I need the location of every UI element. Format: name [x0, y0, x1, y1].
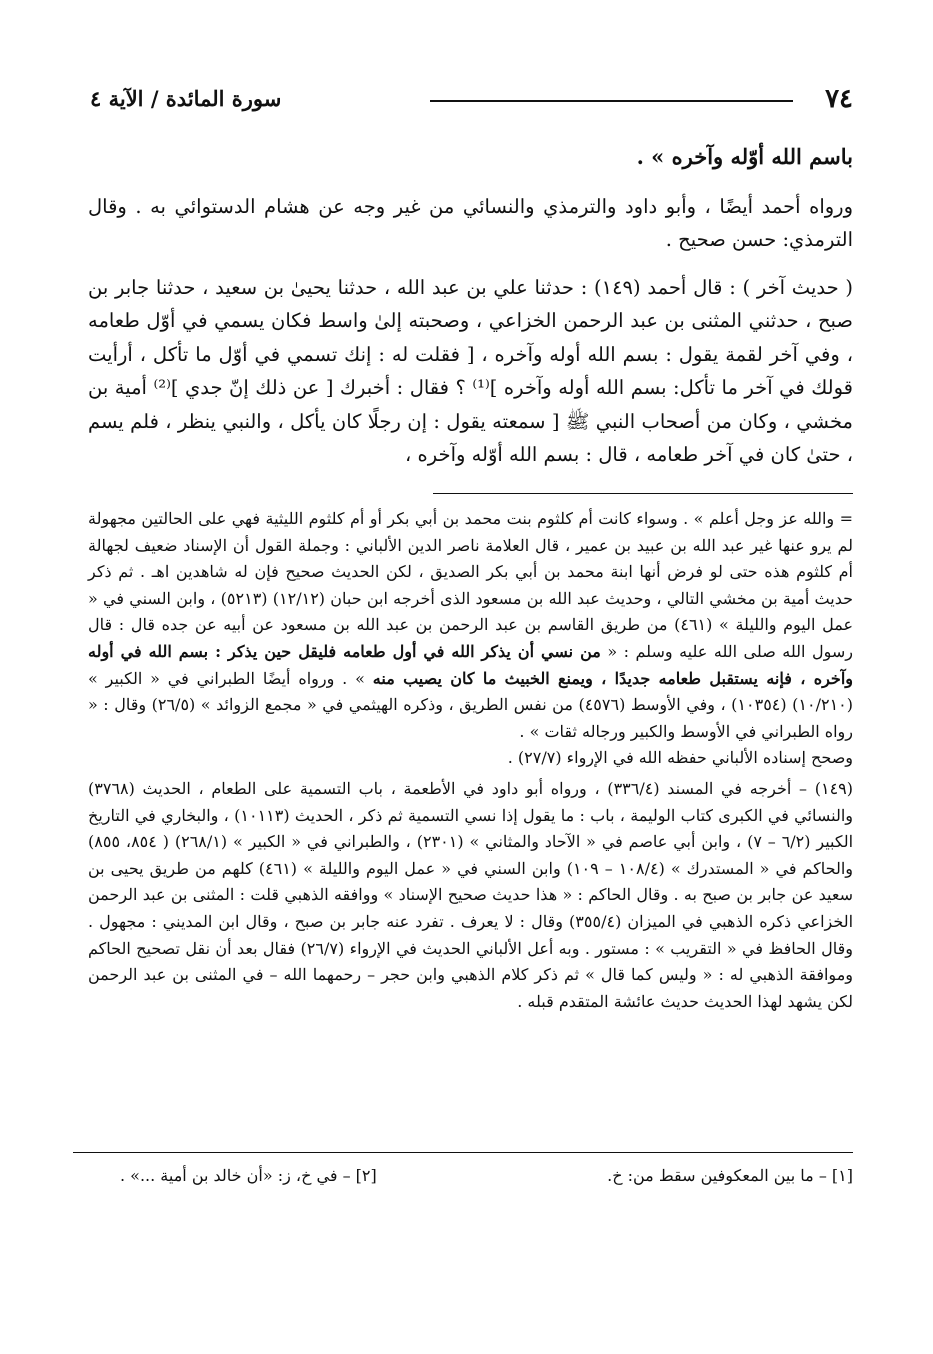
footnote-text: » . ورواه أيضًا الطبراني في « الكبير » (١٠/٢١٠) (١٠٣٥٤) ، وفي الأوسط (٤٥٧٦) من نفس الطريق ، وذكره الهيثمي في « مجمع الزوائد » (٢٦/٥) وقال : « رواه الطبراني في الأوسط والكبير ورجاله ثقات » .: [88, 668, 853, 741]
footnote-continuation: [88, 506, 853, 745]
variant-note-1: [١] – ما بين المعكوفين سقط من: خ.: [607, 1166, 853, 1185]
narration-paragraph: ورواه أحمد أيضًا ، وأبو داود والترمذي والنسائي من غير وجه عن هشام الدستوائي به . وقال الترمذي: حسن صحيح .: [88, 194, 853, 251]
quoted-hadith: من نسي أن يذكر الله في أول طعامه فليقل حين يذكر : بسم الله في أوله وآخره ، فإنه يستقبل طعامه جديدًا ، ويمنع الخبيث ما كان يصيب منه: [88, 641, 853, 688]
page-header: [90, 84, 853, 120]
manuscript-variants: [120, 1166, 853, 1194]
variant-note-2: [٢] – في خ، ز: «أن خالد بن أمية ...» .: [120, 1166, 377, 1185]
running-title: سورة المائدة / الآية ٤: [90, 86, 282, 111]
main-text: [88, 140, 853, 472]
variants-separator: [73, 1152, 853, 1153]
footnote-text: = والله عز وجل أعلم » . وسواء كانت أم كلثوم بنت محمد بن أبي بكر أو أم كلثوم الليثية فهي على الحالتين مجهولة لم يرو عنها غير عبد الله بن عبيد بن عمير ، قال العلامة ناصر الدين الألباني : وجملة القول أن الإسناد ضعيف لجهالة أم كلثوم هذه حتى لو فرض أنها ابنة محمد بن أبي بكر الصديق ، لكن الحديث صحيح فإن له شاهدين اهـ . ثم ذكر حديث أمية بن مخشي التالي ، وحديث عبد الله بن مسعود الذى أخرجه ابن حبان (١٢/١٢) (٥٢١٣) ، وابن السني في « عمل اليوم والليلة » (٤٦١) من طريق القاسم بن عبد الرحمن بن عبد الله بن مسعود عن أبيه عن جده قال : قال رسول الله صلى الله عليه وسلم : «: [88, 509, 854, 661]
header-rule: [430, 100, 793, 102]
footnote-149: (١٤٩) – أخرجه في المسند (٣٣٦/٤) ، ورواه أبو داود في الأطعمة ، باب التسمية على الطعام ، الحديث (٣٧٦٨) والنسائي في الكبرى كتاب الوليمة ، باب : ما يقول إذا نسي التسمية ثم ذكر ، الحديث (١٠١١٣) ، والبخاري في التاريخ الكبير (٦/٢ – ٧) ، وابن أبي عاصم في « الآحاد والمثاني » (٢٣٠١) ، والطبراني في « الكبير » (٢٦٨/١) ( ٨٥٤، ٨٥٥) والحاكم في « المستدرك » (١٠٨/٤ – ١٠٩) وابن السني في « عمل اليوم والليلة » (٤٦١) كلهم من طريق يحيى بن سعيد عن جابر بن صبح به . وقال الحاكم : « هذا حديث صحيح الإسناد » ووافقه الذهبي قلت : المثنى بن عبد الرحمن الخزاعي ذكره الذهبي في الميزان (٣٥٥/٤) وقال : لا يعرف . تفرد عنه جابر بن صبح ، وقال ابن المديني : مجهول . وقال الحافظ في « التقريب » : مستور . وبه أعل الألباني الحديث في الإرواء (٢٦/٧) فقال بعد أن نقل تصحيح الحاكم وموافقة الذهبي له : « وليس كما قال » ثم ذكر كلام الذهبي وابن حجر – رحمهما الله – في المثنى بن عبد الرحمن لكن يشهد لهذا الحديث حديث عائشة المتقدم قبله .: [88, 778, 854, 1011]
footnote-separator: [433, 493, 853, 494]
hadith-paragraph: ( حديث آخر ) : قال أحمد (١٤٩) : حدثنا علي بن عبد الله ، حدثنا يحيىٰ بن سعيد ، حدثنا جابر بن صبح ، حدثني المثنى بن عبد الرحمن الخزاعي ، وصحبته إلىٰ واسط فكان يسمي في أوّل طعامه ، وفي آخر لقمة يقول : بسم الله أوله وآخره ، [ فقلت له : إنك تسمي في أوّل ما تأكل ، أرأيت قولك في آخر ما تأكل: بسم الله أوله وآخره ]⁽¹⁾ ؟ فقال : أخبرك [ عن ذلك إنّ جدي ]⁽²⁾ أمية بن مخشي ، وكان من أصحاب النبي ﷺ [ سمعته يقول : إن رجلًا كان يأكل ، والنبي ينظر ، فلم يسم ، حتىٰ كان في آخر طعامه ، قال : بسم الله أوّله وآخره ،: [88, 275, 853, 466]
page-number: ٧٤: [825, 84, 853, 114]
hadith-ending-line: باسم الله أوّله وآخره » .: [636, 144, 853, 169]
footnotes: [88, 506, 853, 1015]
footnote-line: وصحح إسناده الألباني حفظه الله في الإرواء (٢٧/٧) .: [507, 748, 853, 768]
